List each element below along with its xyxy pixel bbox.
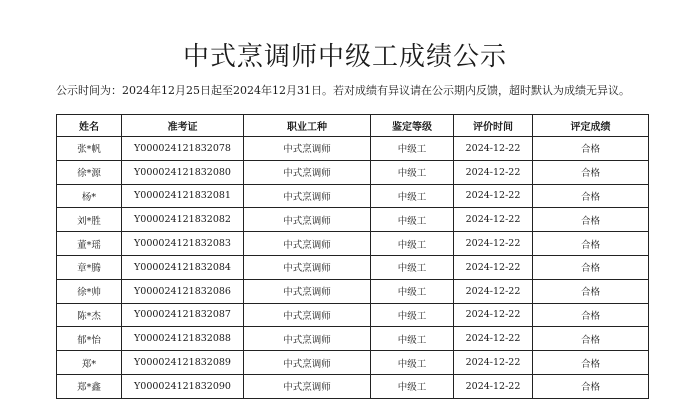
cell-occupation: 中式烹调师: [244, 184, 371, 208]
cell-exam-id: Y000024121832082: [122, 208, 244, 232]
cell-level: 中级工: [371, 208, 454, 232]
cell-eval-date: 2024-12-22: [454, 279, 533, 303]
cell-eval-date: 2024-12-22: [454, 303, 533, 327]
cell-eval-date: 2024-12-22: [454, 255, 533, 279]
table-row: [57, 279, 649, 303]
table-body: [57, 137, 649, 399]
table-row: [57, 255, 649, 279]
cell-level: 中级工: [371, 232, 454, 256]
cell-result: 合格: [533, 208, 649, 232]
cell-eval-date: 2024-12-22: [454, 208, 533, 232]
cell-exam-id: Y000024121832080: [122, 160, 244, 184]
header-occupation: 职业工种: [244, 115, 371, 137]
cell-name: 陈*杰: [57, 303, 122, 327]
cell-exam-id: Y000024121832087: [122, 303, 244, 327]
header-name: 姓名: [57, 115, 122, 137]
table-header-row: [57, 115, 649, 137]
results-table: [56, 114, 649, 399]
cell-occupation: 中式烹调师: [244, 374, 371, 398]
cell-exam-id: Y000024121832090: [122, 374, 244, 398]
cell-eval-date: 2024-12-22: [454, 351, 533, 375]
header-eval-date: 评价时间: [454, 115, 533, 137]
cell-name: 董*瑶: [57, 232, 122, 256]
cell-occupation: 中式烹调师: [244, 255, 371, 279]
cell-level: 中级工: [371, 160, 454, 184]
cell-result: 合格: [533, 255, 649, 279]
cell-occupation: 中式烹调师: [244, 279, 371, 303]
cell-result: 合格: [533, 160, 649, 184]
table-row: [57, 351, 649, 375]
table-row: [57, 160, 649, 184]
cell-name: 郁*怡: [57, 327, 122, 351]
cell-result: 合格: [533, 137, 649, 161]
table-row: [57, 208, 649, 232]
cell-occupation: 中式烹调师: [244, 327, 371, 351]
cell-result: 合格: [533, 232, 649, 256]
header-level: 鉴定等级: [371, 115, 454, 137]
notice-text: 公示时间为：2024年12月25日起至2024年12月31日。若对成绩有异议请在公示期内反馈，超时默认为成绩无异议。: [56, 84, 630, 97]
table-row: [57, 374, 649, 398]
cell-eval-date: 2024-12-22: [454, 160, 533, 184]
cell-level: 中级工: [371, 303, 454, 327]
cell-level: 中级工: [371, 327, 454, 351]
header-exam-id: 准考证: [122, 115, 244, 137]
cell-occupation: 中式烹调师: [244, 137, 371, 161]
cell-occupation: 中式烹调师: [244, 303, 371, 327]
cell-eval-date: 2024-12-22: [454, 327, 533, 351]
cell-level: 中级工: [371, 351, 454, 375]
cell-occupation: 中式烹调师: [244, 232, 371, 256]
cell-eval-date: 2024-12-22: [454, 374, 533, 398]
cell-name: 郑*: [57, 351, 122, 375]
cell-result: 合格: [533, 184, 649, 208]
cell-exam-id: Y000024121832088: [122, 327, 244, 351]
cell-level: 中级工: [371, 255, 454, 279]
cell-result: 合格: [533, 374, 649, 398]
cell-occupation: 中式烹调师: [244, 160, 371, 184]
cell-level: 中级工: [371, 374, 454, 398]
table-row: [57, 303, 649, 327]
cell-exam-id: Y000024121832089: [122, 351, 244, 375]
cell-occupation: 中式烹调师: [244, 351, 371, 375]
cell-exam-id: Y000024121832083: [122, 232, 244, 256]
header-result: 评定成绩: [533, 115, 649, 137]
table-row: [57, 232, 649, 256]
cell-eval-date: 2024-12-22: [454, 232, 533, 256]
cell-level: 中级工: [371, 279, 454, 303]
cell-name: 徐*源: [57, 160, 122, 184]
cell-name: 郑*鑫: [57, 374, 122, 398]
cell-level: 中级工: [371, 184, 454, 208]
table-row: [57, 137, 649, 161]
cell-exam-id: Y000024121832086: [122, 279, 244, 303]
cell-result: 合格: [533, 351, 649, 375]
cell-eval-date: 2024-12-22: [454, 184, 533, 208]
cell-result: 合格: [533, 279, 649, 303]
cell-name: 杨*: [57, 184, 122, 208]
cell-name: 张*帆: [57, 137, 122, 161]
cell-name: 章*腾: [57, 255, 122, 279]
cell-name: 刘*胜: [57, 208, 122, 232]
table-row: [57, 184, 649, 208]
cell-exam-id: Y000024121832078: [122, 137, 244, 161]
cell-occupation: 中式烹调师: [244, 208, 371, 232]
page-title: 中式烹调师中级工成绩公示: [182, 42, 507, 73]
cell-exam-id: Y000024121832084: [122, 255, 244, 279]
cell-eval-date: 2024-12-22: [454, 137, 533, 161]
cell-exam-id: Y000024121832081: [122, 184, 244, 208]
cell-level: 中级工: [371, 137, 454, 161]
cell-result: 合格: [533, 327, 649, 351]
cell-name: 徐*帅: [57, 279, 122, 303]
table-row: [57, 327, 649, 351]
cell-result: 合格: [533, 303, 649, 327]
